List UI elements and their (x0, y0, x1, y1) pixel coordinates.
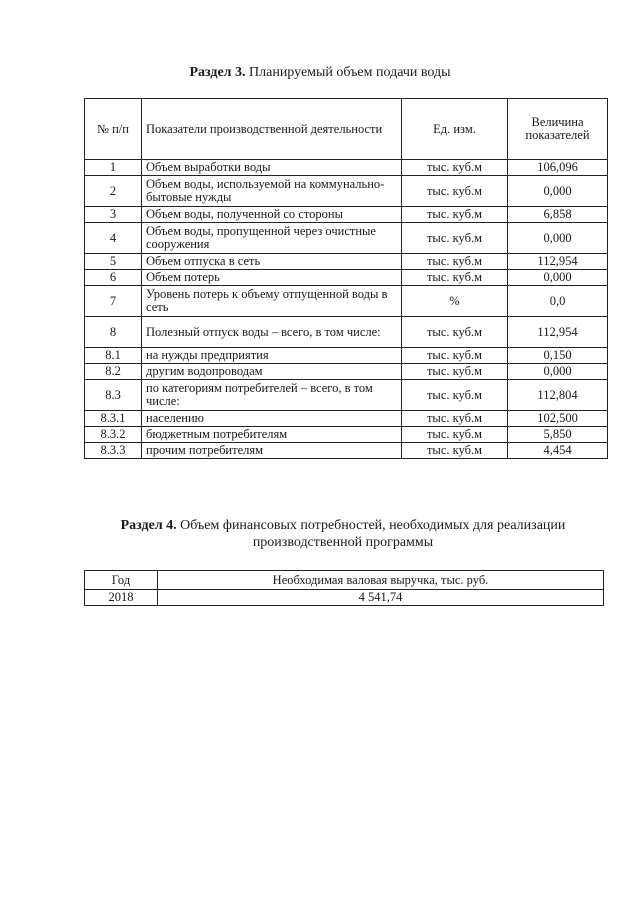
section-3-title (0, 64, 640, 81)
table-row (85, 270, 608, 286)
row-name: Объем отпуска в сеть (142, 254, 402, 270)
row-num: 7 (85, 286, 142, 317)
table-row (85, 286, 608, 317)
row-name: другим водопроводам (142, 364, 402, 380)
row-name: Полезный отпуск воды – всего, в том числе: (142, 317, 402, 348)
row-name: Объем воды, пропущенной через очистные сооружения (142, 223, 402, 254)
row-num: 1 (85, 160, 142, 176)
row-value: 0,000 (508, 270, 608, 286)
row-name: прочим потребителям (142, 443, 402, 459)
row-num: 8.3.3 (85, 443, 142, 459)
row-value: 0,000 (508, 176, 608, 207)
row-value: 112,804 (508, 380, 608, 411)
row-num: 2 (85, 176, 142, 207)
row-num: 6 (85, 270, 142, 286)
row-num: 8.1 (85, 348, 142, 364)
row-num: 4 (85, 223, 142, 254)
table-row (85, 443, 608, 459)
section-4-title-text: Объем финансовых потребностей, необходимых для реализации производственной программы (180, 518, 566, 550)
header-year: Год (85, 571, 158, 590)
financial-needs-table (84, 570, 604, 606)
table-row (85, 427, 608, 443)
row-name: на нужды предприятия (142, 348, 402, 364)
row-name: по категориям потребителей – всего, в том числе: (142, 380, 402, 411)
section-3-title-text: Планируемый объем подачи воды (249, 65, 451, 80)
row-value: 0,000 (508, 223, 608, 254)
row-num: 3 (85, 207, 142, 223)
row-value: 0,000 (508, 364, 608, 380)
row-num: 5 (85, 254, 142, 270)
row-value: 102,500 (508, 411, 608, 427)
header-num: № п/п (85, 99, 142, 160)
section-3-title-bold: Раздел 3. (189, 65, 246, 80)
row-unit: тыс. куб.м (402, 223, 508, 254)
table-row (85, 223, 608, 254)
row-name: Объем выработки воды (142, 160, 402, 176)
row-name: бюджетным потребителям (142, 427, 402, 443)
row-name: Объем воды, полученной со стороны (142, 207, 402, 223)
row-name: Уровень потерь к объему отпущенной воды в сеть (142, 286, 402, 317)
table-row (85, 348, 608, 364)
row-unit: тыс. куб.м (402, 364, 508, 380)
header-name: Показатели производственной деятельности (142, 99, 402, 160)
row-value: 4,454 (508, 443, 608, 459)
row-unit: % (402, 286, 508, 317)
table-row (85, 160, 608, 176)
section-4-title-bold: Раздел 4. (120, 518, 177, 533)
row-value: 106,096 (508, 160, 608, 176)
row-value: 6,858 (508, 207, 608, 223)
table-row (85, 590, 604, 606)
section-4-title (84, 517, 602, 551)
row-value: 112,954 (508, 254, 608, 270)
row-unit: тыс. куб.м (402, 254, 508, 270)
table-row (85, 380, 608, 411)
row-unit: тыс. куб.м (402, 380, 508, 411)
header-revenue: Необходимая валовая выручка, тыс. руб. (158, 571, 604, 590)
table-row (85, 176, 608, 207)
row-name: населению (142, 411, 402, 427)
row-num: 8 (85, 317, 142, 348)
row-year: 2018 (85, 590, 158, 606)
row-unit: тыс. куб.м (402, 411, 508, 427)
row-num: 8.3.1 (85, 411, 142, 427)
table-row (85, 207, 608, 223)
table-row (85, 411, 608, 427)
table-header-row (85, 99, 608, 160)
row-num: 8.3.2 (85, 427, 142, 443)
row-value: 0,150 (508, 348, 608, 364)
row-unit: тыс. куб.м (402, 348, 508, 364)
row-value: 112,954 (508, 317, 608, 348)
row-value: 0,0 (508, 286, 608, 317)
row-unit: тыс. куб.м (402, 427, 508, 443)
row-unit: тыс. куб.м (402, 176, 508, 207)
row-value: 5,850 (508, 427, 608, 443)
table-row (85, 254, 608, 270)
header-unit: Ед. изм. (402, 99, 508, 160)
water-supply-table (84, 98, 608, 459)
row-revenue: 4 541,74 (158, 590, 604, 606)
table-row (85, 364, 608, 380)
row-unit: тыс. куб.м (402, 317, 508, 348)
row-name: Объем потерь (142, 270, 402, 286)
row-unit: тыс. куб.м (402, 270, 508, 286)
table-row (85, 317, 608, 348)
row-unit: тыс. куб.м (402, 443, 508, 459)
header-value: Величина показателей (508, 99, 608, 160)
row-num: 8.2 (85, 364, 142, 380)
row-num: 8.3 (85, 380, 142, 411)
row-unit: тыс. куб.м (402, 207, 508, 223)
row-unit: тыс. куб.м (402, 160, 508, 176)
table-header-row (85, 571, 604, 590)
row-name: Объем воды, используемой на коммунально-бытовые нужды (142, 176, 402, 207)
